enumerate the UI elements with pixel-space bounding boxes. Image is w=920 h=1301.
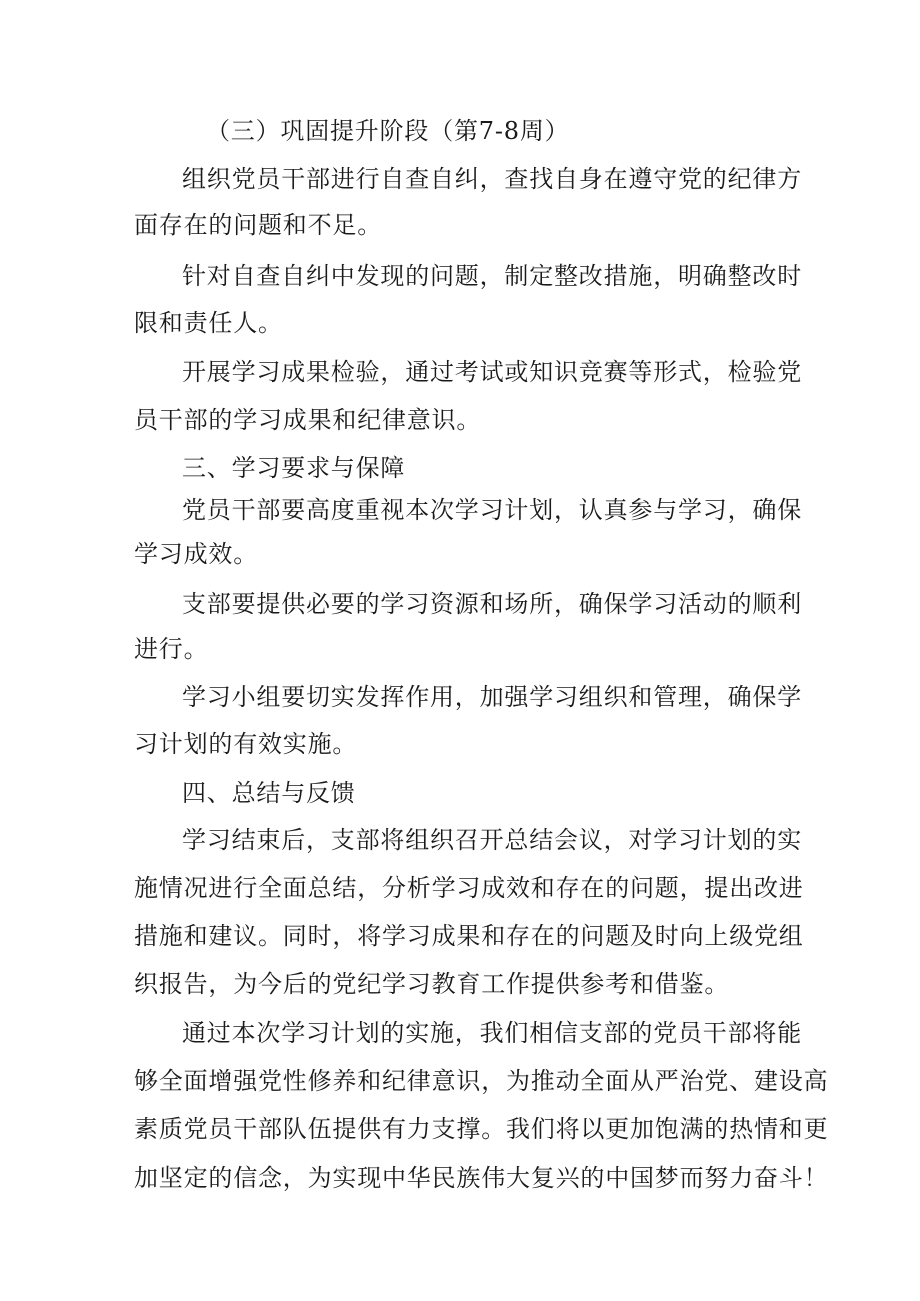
paragraph-line: 学习结束后，支部将组织召开总结会议，对学习计划的实 bbox=[182, 826, 802, 854]
paragraph-line: 开展学习成果检验，通过考试或知识竞赛等形式，检验党 bbox=[182, 358, 802, 386]
paragraph-line: 组织党员干部进行自查自纠，查找自身在遵守党的纪律方 bbox=[182, 165, 802, 193]
paragraph-line: 进行。 bbox=[134, 635, 209, 663]
paragraph-line: 支部要提供必要的学习资源和场所，确保学习活动的顺利 bbox=[182, 590, 802, 618]
paragraph-line: 措施和建议。同时，将学习成果和存在的问题及时向上级党组 bbox=[134, 922, 804, 950]
paragraph-line: 面存在的问题和不足。 bbox=[134, 211, 382, 239]
paragraph-line: 学习小组要切实发挥作用，加强学习组织和管理，确保学 bbox=[182, 683, 802, 711]
section-subheading-phase-3: （三）巩固提升阶段（第7-8周） bbox=[206, 117, 570, 145]
paragraph-line: 习计划的有效实施。 bbox=[134, 730, 358, 758]
paragraph-line: 限和责任人。 bbox=[134, 309, 283, 337]
paragraph-line: 员干部的学习成果和纪律意识。 bbox=[134, 406, 482, 434]
section-heading-3: 三、学习要求与保障 bbox=[182, 454, 406, 482]
paragraph-line: 通过本次学习计划的实施，我们相信支部的党员干部将能 bbox=[182, 1019, 802, 1047]
paragraph-line: 素质党员干部队伍提供有力支撑。我们将以更加饱满的热情和更 bbox=[134, 1115, 829, 1143]
paragraph-line: 织报告，为今后的党纪学习教育工作提供参考和借鉴。 bbox=[134, 970, 730, 998]
paragraph-line: 针对自查自纠中发现的问题，制定整改措施，明确整改时 bbox=[182, 262, 802, 290]
paragraph-line: 加坚定的信念，为实现中华民族伟大复兴的中国梦而努力奋斗！ bbox=[134, 1164, 829, 1192]
paragraph-line: 够全面增强党性修养和纪律意识，为推动全面从严治党、建设高 bbox=[134, 1067, 829, 1095]
paragraph-line: 施情况进行全面总结，分析学习成效和存在的问题，提出改进 bbox=[134, 874, 804, 902]
paragraph-line: 学习成效。 bbox=[134, 540, 258, 568]
section-heading-4: 四、总结与反馈 bbox=[182, 779, 356, 807]
paragraph-line: 党员干部要高度重视本次学习计划，认真参与学习，确保 bbox=[182, 496, 802, 524]
